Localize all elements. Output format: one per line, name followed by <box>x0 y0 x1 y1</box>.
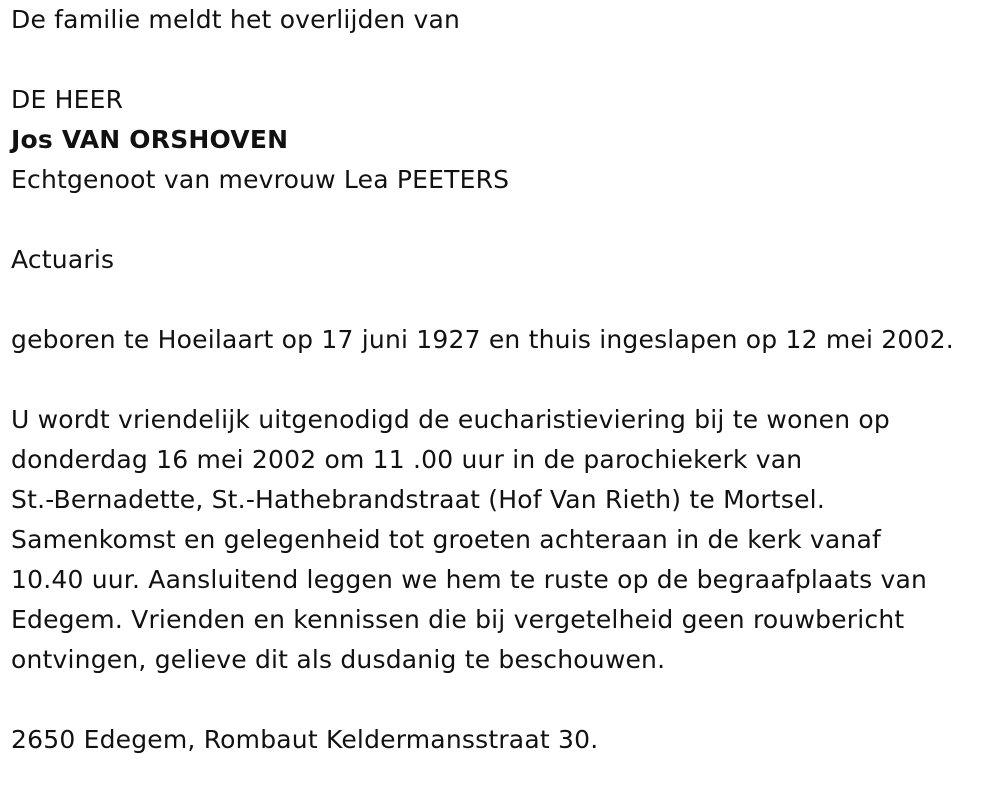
address-line: 2650 Edegem, Rombaut Keldermansstraat 30. <box>11 725 599 754</box>
spacer <box>11 360 996 400</box>
ceremony-line: donderdag 16 mei 2002 om 11 .00 uur in de parochiekerk van <box>11 445 803 474</box>
obituary-notice <box>11 0 996 760</box>
ceremony-line: ontvingen, gelieve dit als dusdanig te beschouwen. <box>11 645 666 674</box>
ceremony-paragraph <box>11 400 996 680</box>
spouse-line: Echtgenoot van mevrouw Lea PEETERS <box>11 165 510 194</box>
profession: Actuaris <box>11 245 115 274</box>
spacer <box>11 680 996 720</box>
ceremony-line: Edegem. Vrienden en kennissen die bij vergetelheid geen rouwbericht <box>11 605 905 634</box>
salutation: DE HEER <box>11 85 124 114</box>
ceremony-line: 10.40 uur. Aansluitend leggen we hem te ruste op de begraafplaats van <box>11 565 928 594</box>
spacer <box>11 280 996 320</box>
deceased-name: Jos VAN ORSHOVEN <box>11 125 289 154</box>
ceremony-line: St.-Bernadette, St.-Hathebrandstraat (Hof Van Rieth) te Mortsel. <box>11 485 825 514</box>
ceremony-line: Samenkomst en gelegenheid tot groeten achteraan in de kerk vanaf <box>11 525 881 554</box>
intro-text: De familie meldt het overlijden van <box>11 5 461 34</box>
ceremony-line: U wordt vriendelijk uitgenodigd de eucharistieviering bij te wonen op <box>11 405 890 434</box>
spacer <box>11 200 996 240</box>
spacer <box>11 40 996 80</box>
birth-death-line: geboren te Hoeilaart op 17 juni 1927 en thuis ingeslapen op 12 mei 2002. <box>11 325 954 354</box>
